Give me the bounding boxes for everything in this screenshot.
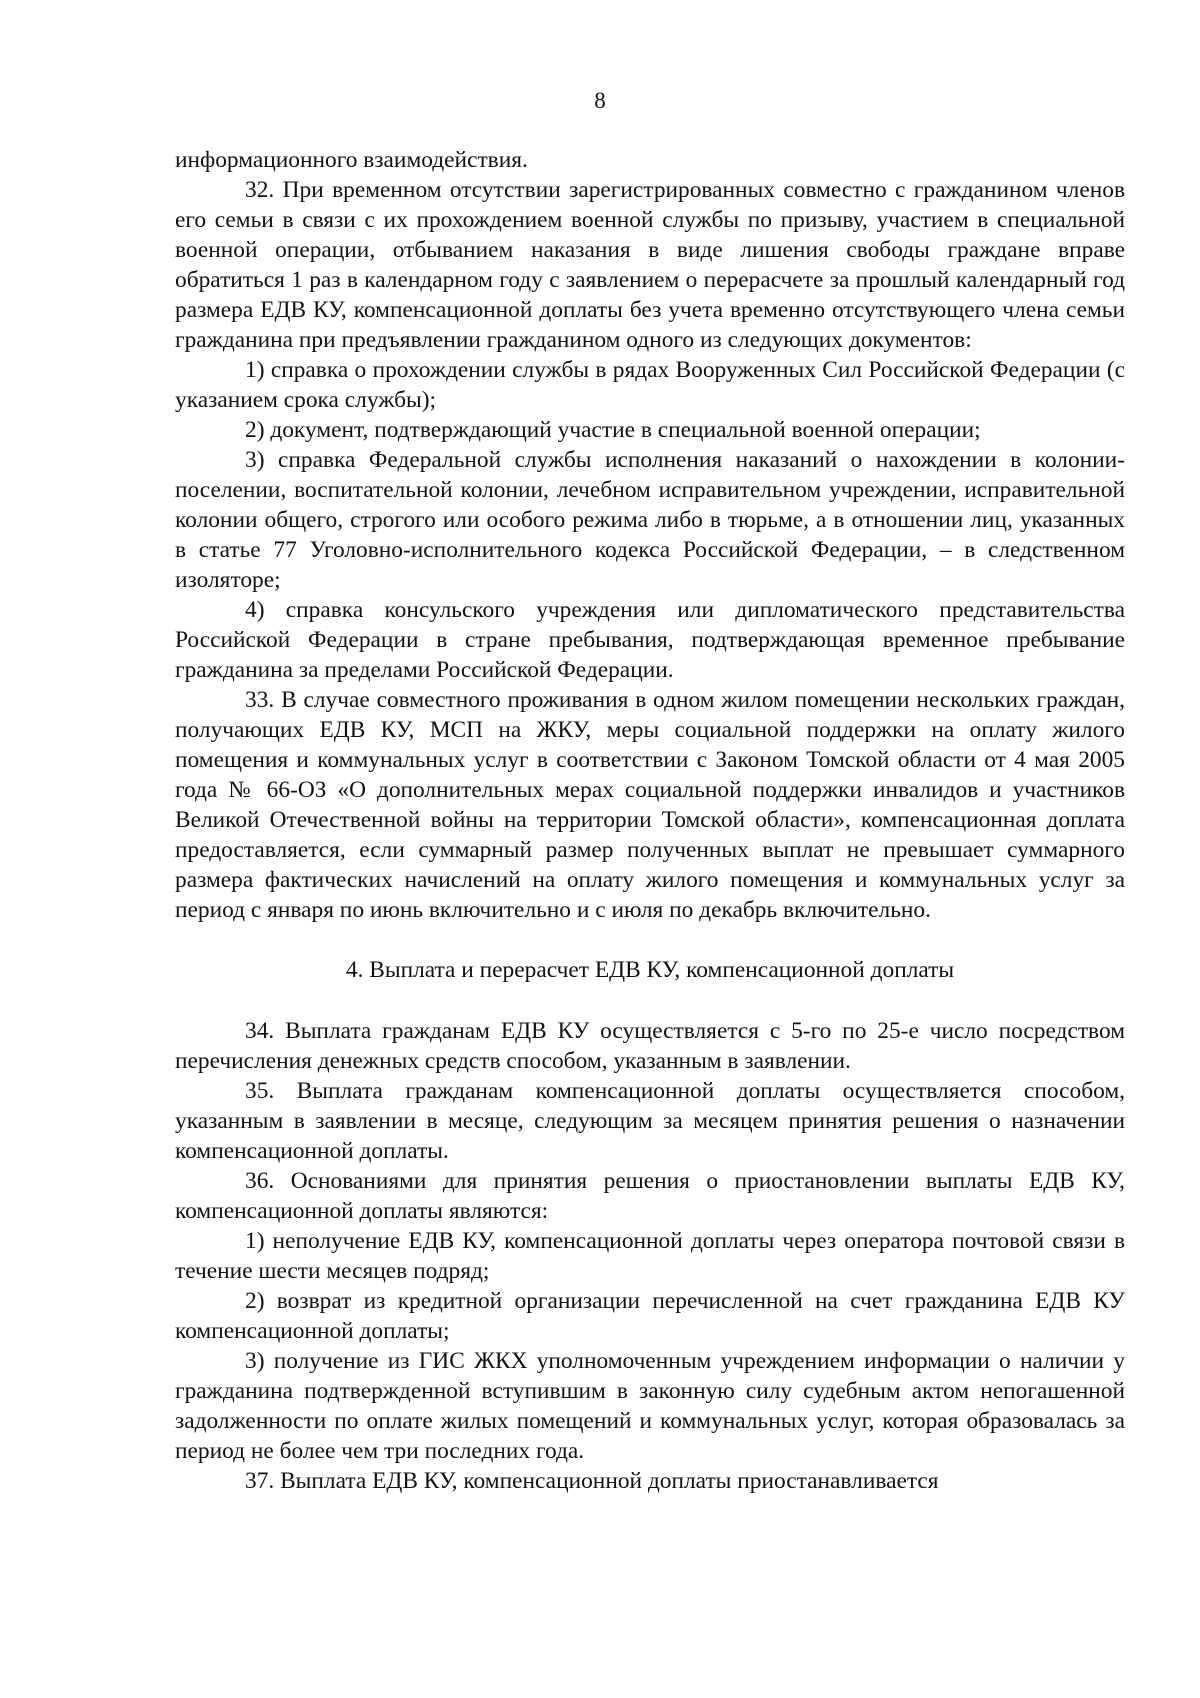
paragraphs-before-heading	[175, 145, 1125, 925]
paragraph: 4) справка консульского учреждения или дипломатического представительства Российской Федерации в стране пребывания, подтверждающая временное пребывание гражданина за пределами Российской Федерации.	[175, 597, 1125, 683]
paragraph: 3) справка Федеральной службы исполнения наказаний о нахождении в колонии-поселении, воспитательной колонии, лечебном исправительном учреждении, исправительной колонии общего, строгого или особого режима либо в тюрьме, а в отношении лиц, указанных в статье 77 Уголовно-исполнительного кодекса Российской Федерации, – в следственном изоляторе;	[175, 447, 1125, 593]
paragraph: 33. В случае совместного проживания в одном жилом помещении нескольких граждан, получающих ЕДВ КУ, МСП на ЖКУ, меры социальной поддержки на оплату жилого помещения и коммунальных услуг в соответствии с Законом Томской области от 4 мая 2005 года № 66-ОЗ «О дополнительных мерах социальной поддержки инвалидов и участников Великой Отечественной войны на территории Томской области», компенсационная доплата предоставляется, если суммарный размер полученных выплат не превышает суммарного размера фактических начислений на оплату жилого помещения и коммунальных услуг за период с января по июнь включительно и с июля по декабрь включительно.	[175, 687, 1125, 923]
paragraph: 34. Выплата гражданам ЕДВ КУ осуществляется с 5-го по 25-е число посредством перечисления денежных средств способом, указанным в заявлении.	[175, 1018, 1125, 1074]
section-heading: 4. Выплата и перерасчет ЕДВ КУ, компенсационной доплаты	[345, 957, 955, 983]
page-number: 8	[594, 88, 606, 113]
paragraph: 32. При временном отсутствии зарегистрированных совместно с гражданином членов его семьи в связи с их прохождением военной службы по призыву, участием в специальной военной операции, отбыванием наказания в виде лишения свободы граждане вправе обратиться 1 раз в календарном году с заявлением о перерасчете за прошлый календарный год размера ЕДВ КУ, компенсационной доплаты без учета временно отсутствующего члена семьи гражданина при предъявлении гражданином одного из следующих документов:	[175, 177, 1125, 353]
paragraph: 35. Выплата гражданам компенсационной доплаты осуществляется способом, указанным в заявлении в месяце, следующим за месяцем принятия решения о назначении компенсационной доплаты.	[175, 1078, 1125, 1164]
paragraph: 36. Основаниями для принятия решения о приостановлении выплаты ЕДВ КУ, компенсационной доплаты являются:	[175, 1168, 1125, 1224]
paragraph: 2) возврат из кредитной организации перечисленной на счет гражданина ЕДВ КУ компенсационной доплаты;	[175, 1288, 1125, 1344]
paragraph: информационного взаимодействия.	[175, 147, 528, 173]
paragraph: 1) справка о прохождении службы в рядах Вооруженных Сил Российской Федерации (с указанием срока службы);	[175, 357, 1125, 413]
document-body	[175, 145, 1125, 1496]
paragraph: 3) получение из ГИС ЖКХ уполномоченным учреждением информации о наличии у гражданина подтвержденной вступившим в законную силу судебным актом непогашенной задолженности по оплате жилых помещений и коммунальных услуг, которая образовалась за период не более чем три последних года.	[175, 1348, 1125, 1464]
paragraph: 1) неполучение ЕДВ КУ, компенсационной доплаты через оператора почтовой связи в течение шести месяцев подряд;	[175, 1228, 1125, 1284]
paragraphs-after-heading	[175, 1016, 1125, 1496]
paragraph: 37. Выплата ЕДВ КУ, компенсационной доплаты приостанавливается	[245, 1468, 939, 1494]
paragraph: 2) документ, подтверждающий участие в специальной военной операции;	[245, 417, 981, 443]
